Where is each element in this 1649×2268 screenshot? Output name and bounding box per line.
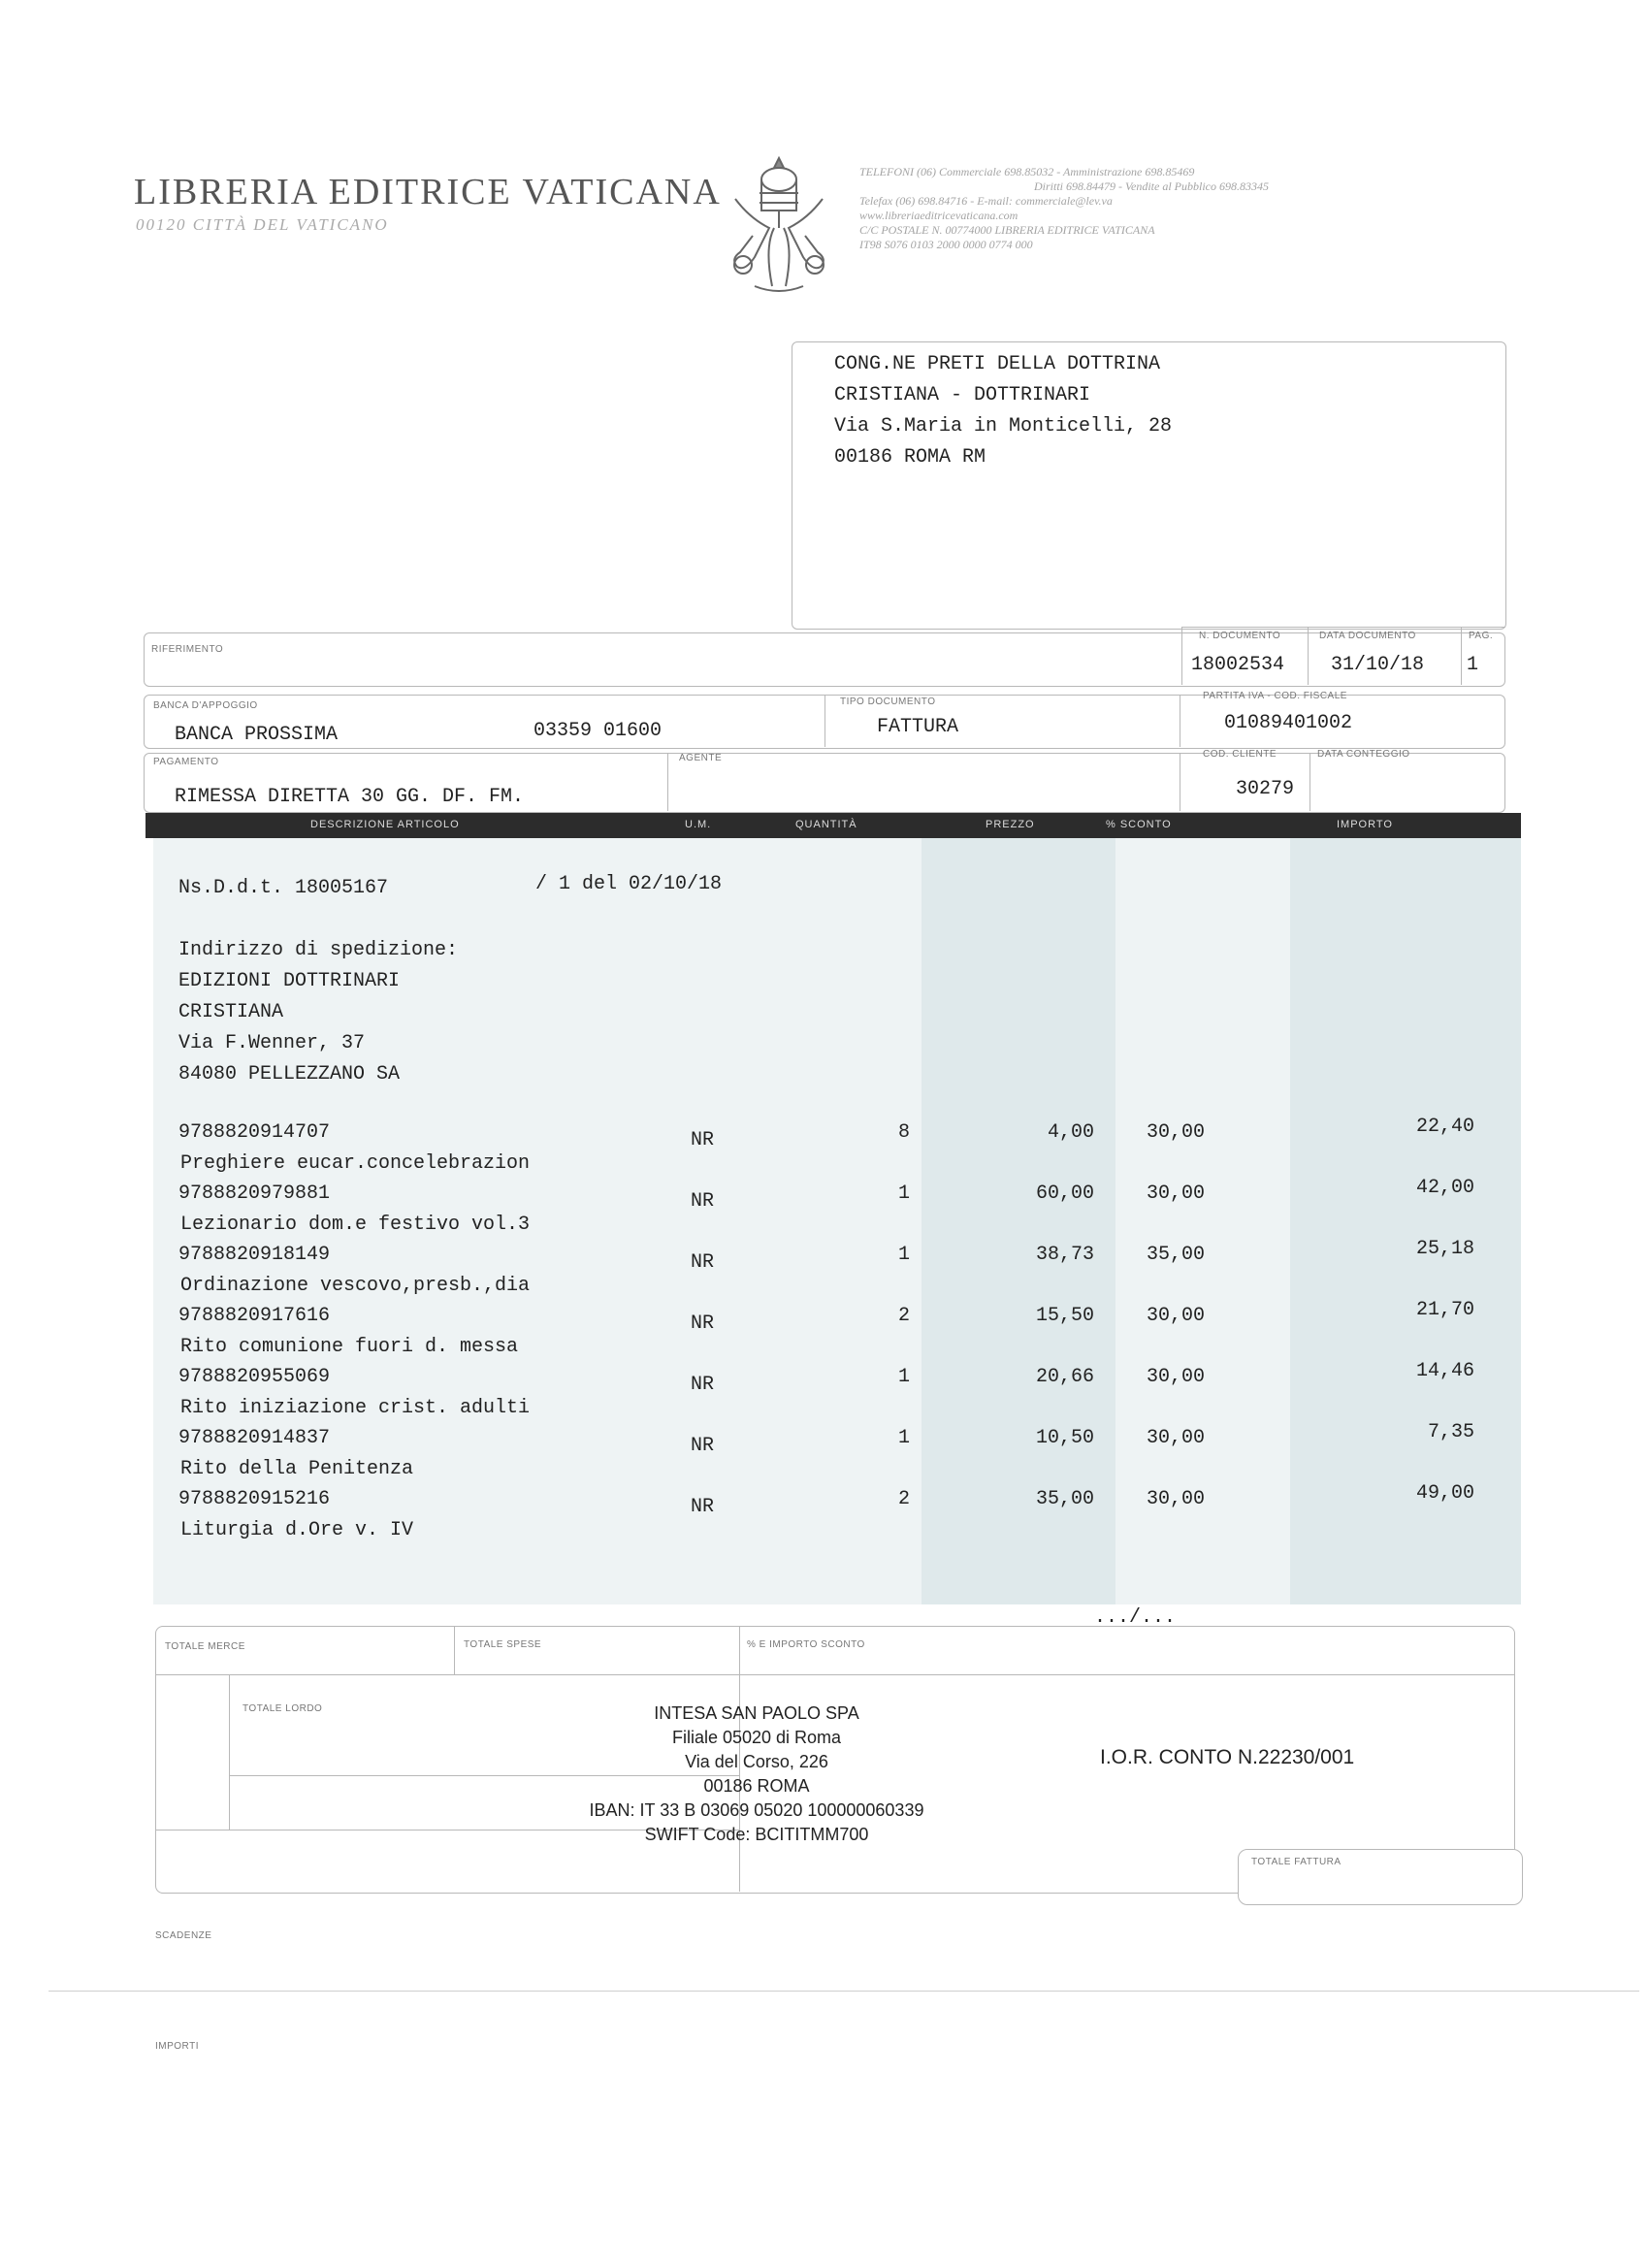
- amount-column-tint: [1290, 838, 1521, 1604]
- document-page: 1: [1467, 654, 1479, 676]
- document-number: 18002534: [1191, 654, 1285, 676]
- reference-row: [144, 632, 1505, 687]
- item-qty: 1: [898, 1366, 911, 1388]
- item-price: 4,00: [1047, 1121, 1094, 1144]
- item-amount: 25,18: [1415, 1238, 1474, 1260]
- recipient-line: 00186 ROMA RM: [834, 446, 986, 469]
- item-discount: 30,00: [1146, 1121, 1205, 1144]
- item-description: Preghiere eucar.concelebrazion: [180, 1152, 531, 1175]
- item-discount: 35,00: [1146, 1244, 1205, 1266]
- continued-marker: .../...: [1094, 1606, 1177, 1629]
- item-price: 15,50: [1035, 1305, 1094, 1327]
- item-um: NR: [691, 1190, 715, 1213]
- item-description: Ordinazione vescovo,presb.,dia: [180, 1275, 531, 1297]
- item-qty: 1: [898, 1183, 911, 1205]
- recipient-line: CRISTIANA - DOTTRINARI: [834, 384, 1091, 406]
- ior-account: I.O.R. CONTO N.22230/001: [1100, 1746, 1355, 1768]
- item-qty: 1: [898, 1427, 911, 1449]
- item-discount: 30,00: [1146, 1305, 1205, 1327]
- ddt-number: Ns.D.d.t. 18005167: [178, 877, 389, 899]
- item-discount: 30,00: [1146, 1488, 1205, 1510]
- n-documento-label: N. DOCUMENTO: [1199, 631, 1281, 641]
- company-city: 00120 CITTÀ DEL VATICANO: [136, 215, 389, 234]
- recipient-address: [834, 349, 1172, 473]
- item-discount: 30,00: [1146, 1366, 1205, 1388]
- data-conteggio-label: DATA CONTEGGIO: [1317, 749, 1410, 760]
- quantita-header: QUANTITÀ: [795, 819, 857, 830]
- contact-line: www.libreriaeditricevaticana.com: [859, 209, 1018, 222]
- item-description: Lezionario dom.e festivo vol.3: [180, 1214, 531, 1236]
- item-description: Rito comunione fuori d. messa: [180, 1336, 519, 1358]
- totale-lordo-label: TOTALE LORDO: [242, 1703, 323, 1714]
- item-code: 9788820979881: [178, 1183, 331, 1205]
- importo-header: IMPORTO: [1337, 819, 1393, 830]
- papal-coat-of-arms-icon: [716, 150, 842, 301]
- cod-cliente-label: COD. CLIENTE: [1203, 749, 1277, 760]
- pagamento-label: PAGAMENTO: [153, 757, 219, 767]
- contact-line: Diritti 698.84479 - Vendite al Pubblico 698.83345: [1034, 179, 1269, 193]
- shipping-title: Indirizzo di spedizione:: [178, 939, 459, 961]
- item-description: Liturgia d.Ore v. IV: [180, 1519, 414, 1541]
- ddt-reference: / 1 del 02/10/18: [535, 873, 723, 895]
- item-um: NR: [691, 1496, 715, 1518]
- tipo-documento-label: TIPO DOCUMENTO: [840, 697, 936, 707]
- item-amount: 14,46: [1415, 1360, 1474, 1382]
- importo-sconto-label: % E IMPORTO SCONTO: [747, 1639, 865, 1650]
- item-um: NR: [691, 1129, 715, 1151]
- shipping-line: 84080 PELLEZZANO SA: [178, 1063, 401, 1085]
- bank-detail-line: Via del Corso, 226: [685, 1752, 828, 1771]
- item-price: 35,00: [1035, 1488, 1094, 1510]
- item-amount: 49,00: [1415, 1482, 1474, 1505]
- item-description: Rito della Penitenza: [180, 1458, 414, 1480]
- item-code: 9788820955069: [178, 1366, 331, 1388]
- bank-detail-line: 00186 ROMA: [703, 1776, 810, 1796]
- item-amount: 22,40: [1415, 1116, 1474, 1138]
- item-code: 9788820915216: [178, 1488, 331, 1510]
- document-type: FATTURA: [877, 716, 959, 738]
- banca-appoggio-label: BANCA D'APPOGGIO: [153, 700, 258, 711]
- item-qty: 2: [898, 1488, 911, 1510]
- contact-line: TELEFONI (06) Commerciale 698.85032 - Amministrazione 698.85469: [859, 165, 1195, 178]
- shipping-line: EDIZIONI DOTTRINARI: [178, 970, 401, 992]
- bank-detail-line: INTESA SAN PAOLO SPA: [654, 1703, 859, 1723]
- riferimento-label: RIFERIMENTO: [151, 644, 224, 655]
- item-price: 20,66: [1035, 1366, 1094, 1388]
- item-description: Rito iniziazione crist. adulti: [180, 1397, 531, 1419]
- bank-details: [563, 1701, 951, 1847]
- partita-iva-label: PARTITA IVA - COD. FISCALE: [1203, 691, 1347, 701]
- contact-line: C/C POSTALE N. 00774000 LIBRERIA EDITRICE VATICANA: [859, 223, 1155, 237]
- scadenze-label: SCADENZE: [155, 1930, 212, 1941]
- totale-fattura-label: TOTALE FATTURA: [1251, 1857, 1342, 1867]
- totale-merce-label: TOTALE MERCE: [165, 1641, 245, 1652]
- document-date: 31/10/18: [1331, 654, 1425, 676]
- item-um: NR: [691, 1435, 715, 1457]
- item-code: 9788820918149: [178, 1244, 331, 1266]
- item-price: 38,73: [1035, 1244, 1094, 1266]
- item-code: 9788820917616: [178, 1305, 331, 1327]
- column-header-band: [146, 813, 1521, 838]
- um-header: U.M.: [685, 819, 712, 830]
- item-discount: 30,00: [1146, 1427, 1205, 1449]
- item-discount: 30,00: [1146, 1183, 1205, 1205]
- item-amount: 21,70: [1415, 1299, 1474, 1321]
- payment-terms: RIMESSA DIRETTA 30 GG. DF. FM.: [175, 786, 525, 808]
- item-qty: 8: [898, 1121, 911, 1144]
- item-qty: 1: [898, 1244, 911, 1266]
- recipient-line: CONG.NE PRETI DELLA DOTTRINA: [834, 353, 1161, 375]
- prezzo-header: PREZZO: [986, 819, 1035, 830]
- bank-detail-line: Filiale 05020 di Roma: [671, 1728, 842, 1747]
- bank-detail-line: IBAN: IT 33 B 03069 05020 100000060339: [589, 1800, 924, 1820]
- item-amount: 42,00: [1415, 1177, 1474, 1199]
- client-code: 30279: [1236, 778, 1295, 800]
- item-um: NR: [691, 1312, 715, 1335]
- item-code: 9788820914707: [178, 1121, 331, 1144]
- bank-code: 03359 01600: [534, 720, 663, 742]
- item-qty: 2: [898, 1305, 911, 1327]
- item-price: 10,50: [1035, 1427, 1094, 1449]
- agente-label: AGENTE: [679, 753, 723, 763]
- shipping-line: Via F.Wenner, 37: [178, 1032, 366, 1054]
- data-documento-label: DATA DOCUMENTO: [1319, 631, 1416, 641]
- bank-detail-line: SWIFT Code: BCITITMM700: [644, 1825, 869, 1844]
- pag-label: PAG.: [1469, 631, 1494, 641]
- importi-label: IMPORTI: [155, 2041, 199, 2052]
- item-um: NR: [691, 1251, 715, 1274]
- descrizione-header: DESCRIZIONE ARTICOLO: [310, 819, 460, 830]
- totale-spese-label: TOTALE SPESE: [464, 1639, 542, 1650]
- vat-number: 01089401002: [1224, 712, 1353, 734]
- item-amount: 7,35: [1427, 1421, 1474, 1443]
- recipient-line: Via S.Maria in Monticelli, 28: [834, 415, 1173, 437]
- sconto-header: % SCONTO: [1106, 819, 1172, 830]
- shipping-line: CRISTIANA: [178, 1001, 284, 1023]
- contact-line: Telefax (06) 698.84716 - E-mail: commerciale@lev.va: [859, 194, 1113, 208]
- item-um: NR: [691, 1374, 715, 1396]
- company-name: LIBRERIA EDITRICE VATICANA: [134, 172, 722, 212]
- item-price: 60,00: [1035, 1183, 1094, 1205]
- bank-name: BANCA PROSSIMA: [175, 724, 339, 746]
- item-code: 9788820914837: [178, 1427, 331, 1449]
- contact-block: [859, 165, 1269, 252]
- contact-line: IT98 S076 0103 2000 0000 0774 000: [859, 238, 1033, 251]
